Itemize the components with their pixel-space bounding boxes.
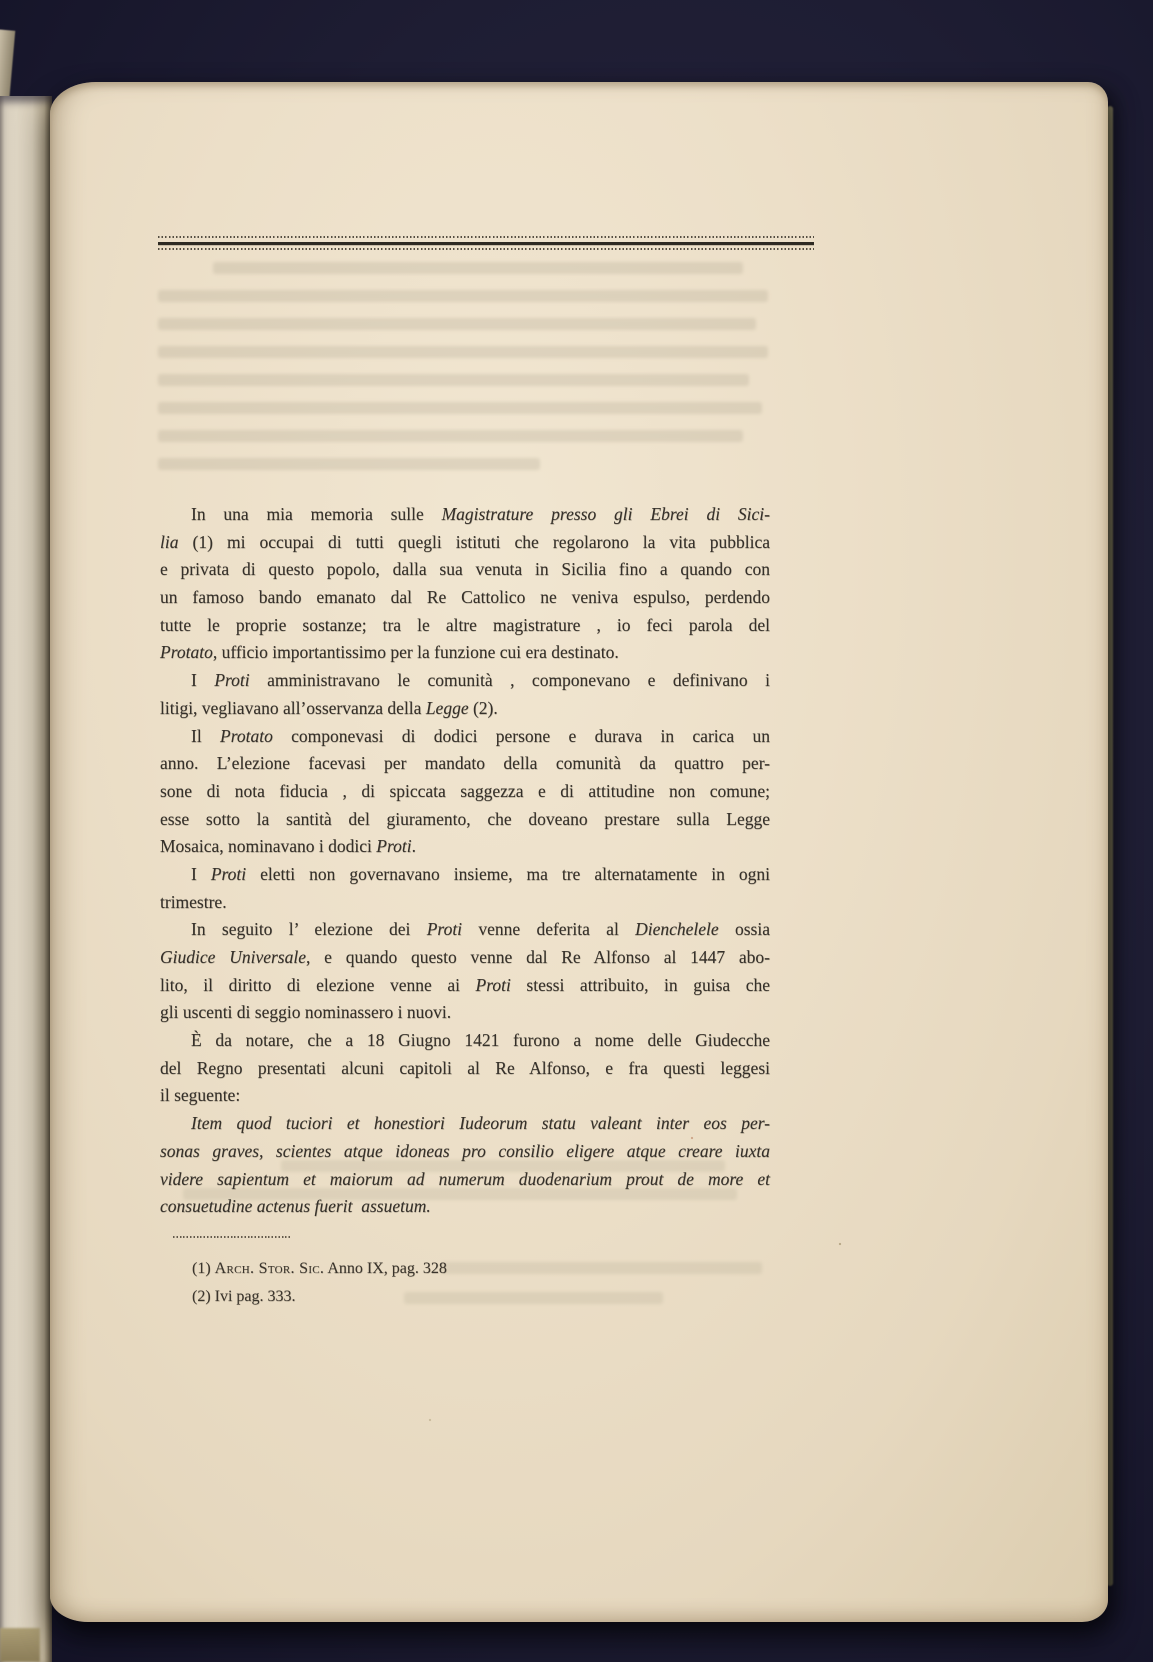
text-line (160, 972, 770, 1000)
text-segment: Mosaica, nominavano i dodici (160, 836, 377, 857)
text-line (160, 1082, 770, 1110)
text-segment: , e quando questo venne dal Re Alfonso al 1447 abo- (305, 947, 770, 967)
text-segment: tutte le proprie sostanze; tra le altre magistrature , io feci parola del (160, 614, 770, 635)
text-line (160, 584, 770, 612)
footnote-line (192, 1282, 792, 1310)
text-segment: esse sotto la santità del giuramento, che doveano prestare sulla Legge (160, 808, 770, 829)
bleedthrough-line (213, 262, 743, 274)
text-line (160, 778, 770, 806)
paragraph (160, 723, 770, 861)
italic-text: Proti (426, 919, 463, 940)
text-segment: In una mia memoria sulle (191, 504, 442, 524)
text-line (160, 529, 770, 557)
italic-text: Protato (220, 725, 273, 746)
book-cover-edge-sliver (0, 29, 15, 106)
text-segment: il seguente: (160, 1085, 241, 1106)
italic-text: Item quod tuciori et honestiori Iudeorum statu valeant inter eos per- (191, 1113, 770, 1134)
bleedthrough-line (158, 290, 768, 302)
footnote-line (192, 1254, 792, 1282)
text-segment: componevasi di dodici persone e durava in carica un (272, 725, 770, 746)
text-line (160, 1027, 770, 1055)
text-segment: Il (191, 725, 220, 746)
italic-text: Giudice Universale (160, 947, 306, 967)
text-line (160, 639, 770, 667)
paragraph (160, 916, 770, 1027)
text-segment: gli uscenti di seggio nominassero i nuovi. (160, 1002, 452, 1023)
italic-text: Protato (160, 642, 213, 663)
text-segment: (2) Ivi pag. 333. (192, 1287, 296, 1305)
bleedthrough-line (158, 458, 540, 470)
text-line (160, 556, 770, 584)
bleedthrough-line (158, 318, 756, 330)
text-segment: un famoso bando emanato dal Re Cattolico ne veniva espulso, perdendo (160, 587, 770, 608)
text-segment: , ufficio importantissimo per la funzione cui era destinato. (212, 642, 619, 663)
text-segment: I (191, 670, 215, 691)
text-line (160, 723, 770, 751)
italic-text: sonas graves, scientes atque idoneas pro consilio eligere atque creare iuxta (160, 1140, 770, 1161)
bleedthrough-line (158, 430, 743, 442)
bleedthrough-line (158, 346, 768, 358)
text-line (160, 612, 770, 640)
text-line (160, 750, 770, 778)
paragraph (160, 1027, 770, 1110)
text-segment: litigi, vegliavano all’osservanza della (160, 697, 426, 718)
text-line (160, 1110, 770, 1138)
text-segment: stessi attribuito, in guisa che (510, 974, 770, 995)
book-edge-corner (0, 1628, 40, 1662)
text-line (160, 667, 770, 695)
bleedthrough-line (183, 1188, 737, 1200)
bleedthrough-line (158, 402, 762, 414)
text-segment: eletti non governavano insieme, ma tre alternatamente in ogni (246, 863, 771, 884)
text-segment: lito, il diritto di elezione venne ai (160, 974, 476, 995)
text-segment: amministravano le comunità , componevano e definivano i (249, 670, 770, 691)
page-bleedthrough-top (158, 262, 774, 486)
dotted-rule-top (158, 236, 814, 238)
italic-text: Proti (214, 670, 250, 691)
text-segment: ossia (718, 919, 770, 940)
text-line (160, 833, 770, 861)
text-segment: del Regno presentati alcuni capitoli al Re Alfonso, e fra questi leggesi (160, 1057, 770, 1078)
italic-text: Magistrature presso gli Ebrei di Sici- (441, 504, 770, 524)
paragraph (160, 501, 770, 667)
text-segment: Anno IX, pag. 328 (324, 1260, 447, 1277)
text-segment: e privata di questo popolo, dalla sua venuta in Sicilia fino a quando con (160, 559, 770, 580)
text-segment: (1) mi occupai di tutti quegli istituti che regolarono la vita pubblica (178, 531, 770, 552)
decorative-rule (158, 236, 814, 250)
text-segment: . (411, 836, 416, 857)
bleedthrough-line (158, 374, 749, 386)
text-line (160, 501, 770, 529)
footnotes (192, 1254, 792, 1309)
text-segment: È da notare, che a 18 Giugno 1421 furono a nome delle Giudecche (191, 1030, 770, 1051)
text-segment: In seguito l’ elezione dei (191, 919, 427, 940)
bleedthrough-line (281, 1160, 725, 1172)
italic-text: lia (160, 531, 179, 552)
italic-text: Proti (210, 863, 247, 884)
italic-text: consuetudine actenus fuerit assuetum. (160, 1196, 431, 1217)
text-line (160, 944, 770, 972)
text-line (160, 1055, 770, 1083)
smallcaps-text: Arch. Stor. Sic. (214, 1260, 325, 1277)
page-text (160, 501, 770, 1221)
italic-text: videre sapientum et maiorum ad numerum duodenarium prout de more et (160, 1168, 770, 1189)
text-line (160, 889, 770, 917)
text-line (160, 806, 770, 834)
italic-text: Proti (475, 974, 511, 995)
solid-rule (158, 242, 814, 245)
text-line (160, 916, 770, 944)
text-segment: anno. L’elezione facevasi per mandato della comunità da quattro per- (160, 753, 770, 774)
footnote-separator (173, 1236, 291, 1238)
previous-page-edge (0, 96, 52, 1662)
italic-text: Legge (425, 697, 469, 718)
text-segment: (1) (192, 1260, 215, 1277)
text-segment: I (191, 863, 211, 884)
italic-text: Dienchelele (635, 919, 719, 940)
paragraph (160, 667, 770, 722)
text-segment: venne deferita al (462, 919, 636, 940)
text-line (160, 861, 770, 889)
paragraph (160, 861, 770, 916)
text-segment: (2). (468, 697, 498, 718)
italic-text: Proti (376, 836, 412, 857)
text-line (160, 999, 770, 1027)
text-segment: sone di nota fiducia , di spiccata saggezza e di attitudine non comune; (160, 780, 770, 801)
text-line (160, 695, 770, 723)
book-page (50, 82, 1108, 1622)
text-segment: trimestre. (160, 891, 227, 912)
dotted-rule-bottom (158, 248, 814, 250)
